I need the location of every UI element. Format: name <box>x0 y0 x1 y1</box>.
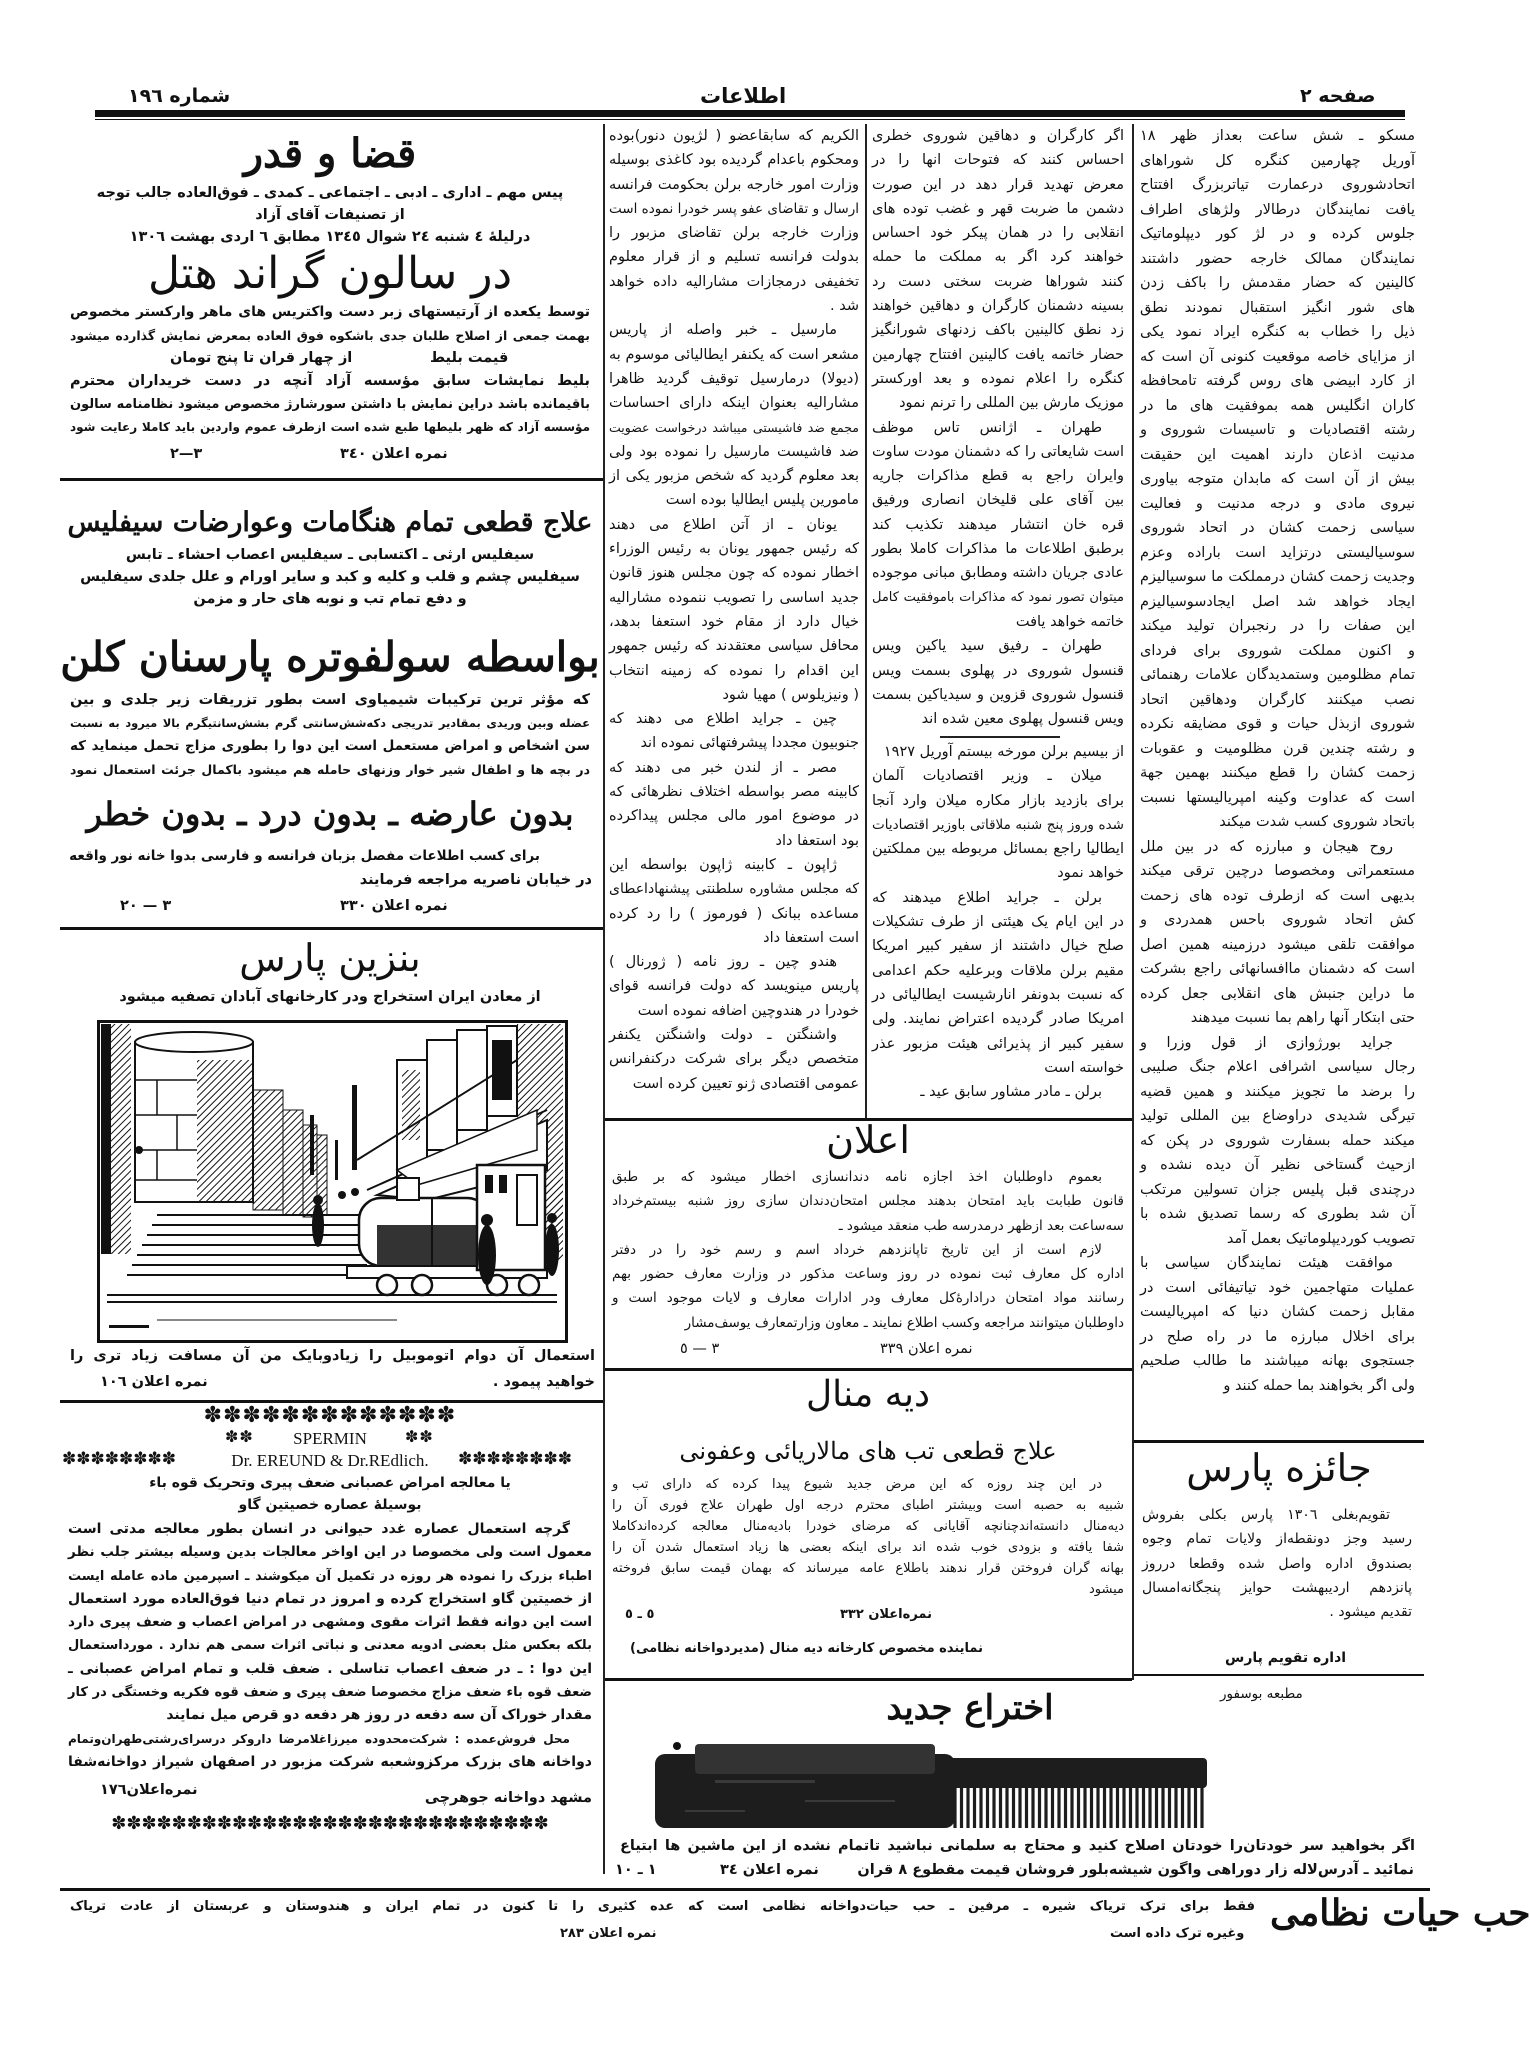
text-line: مقدار خوراک آن سه دفعه در روز هر دفعه دو قرص میل نمایند <box>166 1707 592 1724</box>
text-line: یونان ـ از آتن اطلاع می دهند <box>609 516 837 533</box>
text-line: شفا یافته و بزودی خوب شده اند برای اینکه بعضی ها زیاد استعمال شدن آن را <box>612 1540 1124 1555</box>
text-line: مسکو ـ شش ساعت بعداز ظهر ۱۸ <box>1140 128 1415 144</box>
text-line: کاران انگلیس همه بموفقیت های ما در <box>1140 397 1415 414</box>
text-line: مامورین پلیس ایطالیا بوده است <box>665 492 859 509</box>
text-line: مجمع ضد فاشیستی میباشد درخواست عضویت <box>609 419 859 435</box>
text-line: دواخانه های بزرک مرکزوشعبه شرکت مزبور در اصفهان شیراز دواخانه‌شفا <box>68 1753 592 1770</box>
text-line: بعموم داوطلبان اخذ اجازه نامه دندانسازی اخطار میشود که بر طبق <box>612 1169 1102 1185</box>
text-line: رسید وجز دونقطه‌از ولایات تمام وجوه <box>1142 1531 1412 1548</box>
text-line: مشارالیه بعنوان اینکه دارای احساسات <box>609 395 859 412</box>
text-line: نصب میکنند کارگران ودهاقین اتحاد <box>1140 691 1415 708</box>
text-line: صلح خیال داشتند از سفیر کبیر امریکا <box>872 938 1124 955</box>
text-line: متخصص دیگر برای شرکت درکنفرانس <box>609 1051 859 1068</box>
ad-number: نمره اعلان ۳٤ <box>720 1862 819 1878</box>
text-line: است این دوانه فقط اثرات مقوی ومشهی در امراض اعصاب و ضعف پیری دارد <box>68 1614 592 1631</box>
section-rule <box>1134 1440 1424 1443</box>
text-line: بیش از آن است که مابدان متوجه بیاوری <box>1140 471 1415 487</box>
text-line: ومحکوم باعدام گردیده بود کاغذی بوسیله <box>609 152 859 169</box>
text-line: مصر ـ از لندن خبر می دهند که <box>609 759 837 776</box>
text-line: کالینین که حضار مقدمش را باکف زدن <box>1140 275 1415 291</box>
text-line: موافقت تلقی میشود درزمینه همین اصل <box>1140 936 1415 953</box>
ad-number: نمره‌اعلان‌۱۷٦ <box>100 1782 198 1798</box>
text-line: رشته اقتصادیات و تاسیسات شوروی و <box>1140 422 1415 438</box>
text-line: نمایندگان ممالک خارجه حضور داشتند <box>1140 250 1415 267</box>
text-line: اخطار نموده که چون مجلس هنوز قانون <box>609 565 859 582</box>
text-line: بین آقای علی قلیخان انصاری ورفیق <box>872 492 1124 509</box>
text-line: این اقدام را نموده که زمینه انتخاب <box>609 662 859 679</box>
text-line: محافل سیاسی معتقدند که رئیس جمهور <box>609 638 859 655</box>
text-line: رسانند مواد امتحان درادارهٔ‌کل معارف ودر ادارات معارف و لایات موجود است و <box>612 1290 1124 1307</box>
ad-subtitle: سیفلیس ارثی ـ اکتسابی ـ سیفلیس اعصاب احشاء ـ تابس <box>125 547 535 563</box>
text-line: قنسول شوروی در پهلوی بسمت ویس <box>872 662 1124 679</box>
text-line: باتحاد شوروی کسب شدت میکند <box>1219 814 1415 830</box>
text-line: وایران راجع به قطع مذاکرات جاریه <box>872 468 1124 485</box>
ad-price-value: از چهار قران تا پنج تومان <box>170 350 353 366</box>
text-line: برای اخلال مبارزه ما در راه صلح در <box>1140 1328 1415 1345</box>
text-line: بسینه دشمنان کارگران و دهاقین خواهند <box>872 298 1124 315</box>
text-line: بود استعفا داد <box>775 832 859 849</box>
text-line: خودرا در هندوچین اضافه نموده است <box>637 1002 859 1019</box>
section-rule <box>60 478 603 481</box>
text-line: خیال دارد از مقام خود استعفا بدهد، <box>609 613 859 630</box>
text-line: مشعر است که یکنفر ایطالیائی موسوم به <box>609 346 859 363</box>
ad-subtitle: سیفلیس چشم و قلب و کلیه و کبد و سایر اورام و علل جلدی سیفلیس <box>80 569 580 585</box>
text-line: برای بازدید بازار مکاره میلان وارد آنجا <box>872 792 1124 809</box>
text-line: حضار خاتمه یافت کالینین افتتاح چهارمین <box>872 346 1124 363</box>
text-line: معمول است ولی مخصوصا در این اواخر معالجات بدین وسیله بیشتر جلب نظر <box>68 1544 592 1561</box>
text-line: نیروی مادی و درجه مدنیت و فعالیت <box>1140 495 1415 512</box>
text-line: جلوس کرده و در لژ کور دیپلوماتیک <box>1140 226 1415 242</box>
newspaper-title: اطلاعات <box>700 84 787 108</box>
text-line: عملیات متهاجمین خود تیاتیفائی است در <box>1140 1279 1415 1296</box>
text-line: ارسال و تقاضای عفو پسر خودرا نموده است <box>609 200 859 217</box>
header-rule <box>95 110 1405 117</box>
text-line: در این ایام یک هیئتی از طرف تشکیلات <box>872 914 1124 931</box>
text-line: ویس قنسول پهلوی معین شده اند <box>921 711 1124 728</box>
ad-title: قضا و قدر <box>243 130 417 177</box>
ad-venue: در سالون گراند هتل <box>147 248 513 299</box>
text-line: برطبق اطلاعات ما مذاکرات کاملا بطور <box>872 541 1124 558</box>
refinery-illustration <box>97 1020 568 1343</box>
printer-name: مطبعه بوسفور <box>1220 1686 1303 1702</box>
text-line: دشمن ما ضربت قهر و غضب توده های <box>872 200 1124 217</box>
ad-agent: نماینده مخصوص کارخانه دیه منال (مدیردواخانه نظامی) <box>630 1641 984 1656</box>
text-line: بصندوق اداره واصل شده وقطعا درروز <box>1142 1555 1412 1572</box>
ad-subtitle: و دفع تمام تب و نوبه های حار و مزمن <box>193 591 467 607</box>
ad-body-line: بلیط نمایشات سابق مؤسسه آزاد آنچه در دست خریداران محترم <box>70 373 590 389</box>
ornament-stars: ✽✽✽✽✽✽✽✽ <box>62 1449 176 1469</box>
text-line: در این چند روزه که این مرض جدید شیوع پیدا کرده که دارای تب و <box>612 1477 1102 1492</box>
section-rule <box>1134 1674 1424 1676</box>
text-line: بدولت فرانسه تسلیم و از قرار معلوم <box>609 249 859 266</box>
text-line: لازم است از این تاریخ تاپانزدهم خرداد اسم و رسم خود را در دفتر <box>612 1241 1102 1258</box>
text-line: سه‌ساعت بعد ازظهر درمدرسه طب منعقد میشود ـ <box>838 1217 1124 1234</box>
ad-run: ۳ — ٥ <box>680 1341 720 1357</box>
text-line: وزارت خارجه برلن تقاضای مزبور را <box>609 225 859 242</box>
news-column-b-top <box>872 124 1124 731</box>
text-line: ایجاد خواهد شد اصل ایجادسوسیالیزم <box>1140 593 1415 610</box>
text-line: بلکه بعکس مثل بعضی ادویه معدنی و نباتی اثرات سمی هم ندارد . مورداستعمال <box>68 1638 592 1654</box>
brand-name: SPERMIN <box>293 1429 367 1448</box>
ad-slogan: بدون عارضه ـ بدون درد ـ بدون خطر <box>86 795 574 833</box>
text-line: خواسته است <box>1044 1059 1124 1076</box>
ad-body-line: وغیره ترک داده است <box>1110 1926 1245 1941</box>
text-line: مستعمراتی ومخصوصا درچین ترقی میکند <box>1140 863 1415 879</box>
text-line: مقیم برلن ملاقات وبرعلیه حکم اعدامی <box>872 962 1124 979</box>
notice-title: اعلان <box>826 1118 910 1162</box>
ornament-stars: ✽✽ <box>225 1427 254 1446</box>
comb-image <box>655 1740 1215 1830</box>
text-line: اگر کارگران و دهاقین شوروی خطری <box>872 128 1124 144</box>
ornament-stars: ✽✽ <box>405 1427 434 1446</box>
text-line: است که دشمنان ماافسانهائی راجع بشرکت <box>1140 961 1415 977</box>
column-divider <box>1132 124 1134 1680</box>
text-line: حتی ابتکار آنها راهم بما نسبت میدهند <box>1190 1010 1415 1026</box>
ad-body-line: توسط یکعده از آرتیستهای زبر دست واکتریس های ماهر وارکستر مخصوص <box>70 304 590 320</box>
ad-subtitle: بوسیلهٔ عصاره خصیتین گاو <box>238 1497 422 1513</box>
text-line: درچندی قبل پلیس جزان تسولین مرتکب <box>1140 1181 1415 1198</box>
text-line: مارسیل ـ خبر واصله از پاریس <box>609 322 837 339</box>
text-line: الکریم که سابقاعضو ( لژیون دنور)بوده <box>609 128 859 144</box>
ad-number: نمره اعلان ۳٤۰ <box>340 446 448 462</box>
ad-body-line: فقط برای ترک تریاک شیره ـ مرفین ـ حب حیات‌دواخانه نظامی است که عده کثیری را تا کنون در تمام ایران و هندوستان و عربستان از عادت تریاک <box>70 1899 1255 1914</box>
text-line: گرچه استعمال عصاره غدد حیوانی در انسان بطور معالجه مدتی است <box>68 1521 570 1537</box>
text-line: احساس کنند که فتوحات انها را در <box>872 152 1124 169</box>
text-line: رجال سیاسی اشرافی اعلام جنگ صلیبی <box>1140 1059 1415 1075</box>
text-line: اتحادشوروی درعمارت تیاتربزرگ افتتاح <box>1140 177 1415 193</box>
text-line: تقویم‌بغلی ۱۳۰٦ پارس بکلی بفروش <box>1142 1507 1390 1523</box>
text-line: آوریل چهارمین کنگره کل شوراهای <box>1140 152 1415 169</box>
text-line: تقدیم میشود . <box>1329 1604 1412 1621</box>
ad-date: درلیلهٔ ٤ شنبه ٢٤ شوال ١٣٤٥ مطابق ٦ اردی بهشت ١٣٠٦ <box>129 229 531 245</box>
ornament-star-row: ✽✽✽✽✽✽✽✽✽✽✽✽✽ <box>203 1403 457 1428</box>
text-line: برلن ـ مادر مشاور سابق عید ـ <box>920 1084 1102 1101</box>
text-line: ذیل را خطاب به کنگره ایراد نمود یکی <box>1140 324 1415 340</box>
text-line: بعد معلوم گردید که شخص مزبور یکی از <box>609 468 859 485</box>
text-line: ازحیث گستاخی نظیر آن دیده نشده و <box>1140 1157 1415 1173</box>
ad-signature: اداره تقویم پارس <box>1225 1650 1347 1666</box>
text-line: است استعفا داد <box>763 929 859 946</box>
text-line: اداره کل معارف ثبت نموده در روز وساعت مذکور در وزارت معارف حضور بهم <box>612 1266 1124 1283</box>
text-line: موافقت هیئت نمایندگان سیاسی با <box>1140 1255 1393 1271</box>
text-line: سیاسی زحمت کشان در اتحاد شوروی <box>1140 520 1415 536</box>
ad-subtitle: علاج قطعی تب های مالاریائی وعفونی <box>679 1437 1057 1465</box>
text-line: ضد فاشیست مارسیل را نموده بود ولی <box>609 443 859 460</box>
ad-author: از تصنیفات آقای آزاد <box>255 207 405 223</box>
ad-number: نمره‌اعلان ۳۳۲ <box>840 1607 932 1622</box>
text-line: این دوا : ـ در ضعف اعصاب تناسلی . ضعف قلب و تمام امراض عصبانی ـ <box>68 1660 592 1677</box>
text-line: از بیسیم برلن مورخه بیستم آوریل ۱۹۲۷ <box>883 744 1124 760</box>
text-line: سوسیالیستی درتزاید است باراده وعزم <box>1140 544 1415 561</box>
ad-caption: استعمال آن دوام اتوموبیل را زیادوبایک من آن مسافت زیاد تری را <box>70 1348 595 1364</box>
text-line: جراید بورژوازی از قول وزرا و <box>1140 1034 1393 1051</box>
ad-body-line: باقیمانده باشد دراین نمایش با داشتن سورشارژ مخصوص میشود نظامنامه سالون <box>70 397 590 412</box>
text-line: بدیهی است که ازطرف توده های زحمت <box>1140 887 1415 904</box>
ad-body-line: اگر بخواهید سر خودتان‌را خودتان اصلاح کنید و محتاج به سلمانی نباشید تاتمام نشده از این ماشین ها ابتیاع <box>620 1838 1415 1854</box>
ad-body-line: عضله وبین وریدی بمقادیر تدریجی دکه‌شش‌سانتی گرم بشش‌سانتیگرم بالا میرود به نسبت <box>70 716 590 730</box>
text-line: ( ونیزیلوس ) مهیا شود <box>722 686 859 703</box>
text-line: (دیولا) درمارسیل توقیف گردید ظاهرا <box>609 370 859 387</box>
text-line: و رشته چندین قرن مظلومیت و عقوبات <box>1140 740 1415 757</box>
footer-rule <box>60 1888 1430 1891</box>
text-line: و اکنون مملکت شوروی برای فردای <box>1140 642 1415 659</box>
text-line: میلان ـ وزیر اقتصادیات آلمان <box>872 768 1102 785</box>
text-line: طهران ـ رفیق سید یاکین ویس <box>872 638 1102 655</box>
ad-body-line: مؤسسه آزاد که ظهر بلیطها طبع شده است ازطرف عموم واردین باید کاملا رعایت شود <box>70 420 590 434</box>
text-line: ما دراین جنبش های انقلابی جعل کرده <box>1140 985 1415 1002</box>
ad-body <box>612 1474 1124 1600</box>
text-line: ژاپون ـ کابینه ژاپون بواسطه این <box>609 856 837 873</box>
text-line: برلن ـ جراید اطلاع میدهند که <box>872 889 1102 906</box>
text-line: طهران ـ اژانس تاس موظف <box>872 419 1102 436</box>
ad-run: ۱ ـ ۱۰ <box>615 1862 657 1878</box>
news-column-a <box>609 124 859 1096</box>
ad-headline: بواسطه سولفوتره پارسنان کلن <box>60 633 600 681</box>
text-line: انقلابی را در همان پیکر خود احساس <box>872 225 1124 242</box>
text-line: داوطلبان میتوانند مراجعه وکسب اطلاع نمایند ـ معاون وزارتمعارف یوسف‌مشار <box>684 1314 1124 1331</box>
text-line: که مجلس مشاوره سلطنتی پیشنهاداعطای <box>609 881 859 898</box>
section-rule <box>605 1368 1132 1371</box>
header-rule-thin <box>95 119 1405 120</box>
ad-body-line: در بچه ها و اطفال شیر خوار وزنهای حامله هم میشود باکمال جرئت استعمال نمود <box>70 762 590 777</box>
ad-body-line: بهمت جمعی از اصلاح طلبان جدی باشکوه فوق العاده بمعرض نمایش گذارده میشود <box>70 328 590 343</box>
text-line: جنوبیون مجددا پیشرفتهائی نموده اند <box>640 735 859 752</box>
text-line: میتوان تصور نمود که مذاکرات باموفقیت کامل <box>872 589 1124 605</box>
column-separator <box>940 736 1060 738</box>
text-line: عمومی اقتصادی ژنو تعیین کرده است <box>632 1075 859 1092</box>
ad-run: ٥ ـ ٥ <box>625 1607 655 1622</box>
text-line: پاریس مینویسد که دولت فرانسه قوای <box>609 978 859 995</box>
text-line: مساعده ببانک ( فورموز ) را رد کرده <box>609 905 859 922</box>
news-column-b-bottom <box>872 740 1124 1104</box>
text-line: خواهد نمود <box>1057 865 1124 882</box>
text-line: تمام مظلومین وستمدیدگان علامات رهنمائی <box>1140 667 1415 683</box>
text-line: کش اتحاد شوروی باحس همدردی و <box>1140 912 1415 928</box>
ad-caption: خواهید پیمود . <box>492 1374 595 1390</box>
ad-title: حب حیات نظامی <box>1270 1892 1530 1934</box>
notice-body <box>612 1165 1124 1335</box>
ornament-stars: ✽✽✽✽✽✽✽✽ <box>458 1449 572 1469</box>
text-line: قانون طبابت باید امتحان بدهند مجلس امتحان‌دندان سازی روز شنبه بیستم‌خرداد <box>612 1193 1124 1210</box>
ad-title: علاج قطعی تمام هنگامات وعوارضات سیفلیس <box>67 507 593 538</box>
text-line: روح هیجان و مبارزه که در بین ملل <box>1140 838 1393 855</box>
text-line: قنسول شوروی قزوین و سیدیاکین بسمت <box>872 686 1124 703</box>
text-line: امریکا صادر گردیده اعتراض نمایند. ولی <box>872 1011 1124 1028</box>
text-line: کنگره را اعلام نموده و بعد اورکستر <box>872 370 1124 387</box>
issue-number: شماره ۱۹٦ <box>128 85 231 107</box>
news-column-c <box>1140 124 1415 1398</box>
text-line: میشود <box>1089 1582 1124 1597</box>
text-line: که نسبت بدونفر انارشیست ایطالیائی در <box>872 986 1124 1003</box>
ad-subtitle: از معادن ایران استخراج ودر کارخانهای آبادان تصفیه میشود <box>119 989 541 1005</box>
text-line: میکند حمله بسفارت شوروی در پکن که <box>1140 1132 1415 1149</box>
text-line: از خصیتین گاو استخراج کرده و امروز در تمام دنیا فوق‌العاده مورد استعمال <box>68 1590 592 1607</box>
ad-run: ۳ — ۲۰ <box>120 898 172 914</box>
ad-number: نمره اعلان ۲۸۳ <box>560 1926 657 1941</box>
text-line: است که عداوت وکینه امپریالیستها نسبت <box>1140 789 1415 806</box>
ad-body-line: که مؤثر ترین ترکیبات شیمیاوی است بطور تزریقات زیر جلدی و بین <box>70 692 590 708</box>
ad-body-line: برای کسب اطلاعات مفصل بزبان فرانسه و فارسی بدوا خانه نور واقعه <box>69 848 540 864</box>
text-line: هندو چین ـ روز نامه ( ژورنال ) <box>609 954 837 971</box>
ad-body-line: نمائید ـ آدرس‌لاله زار دوراهی واگون شیشه‌بلور فروشان قیمت مقطوع ۸ قران <box>857 1862 1414 1878</box>
text-line: مقابل زحمت کشان دنیا که امپریالیست <box>1140 1304 1415 1320</box>
text-line: در موضوع امور مالی مجلس پیداکرده <box>609 808 859 825</box>
ad-body <box>68 1518 592 1774</box>
ad-number: نمره اعلان ۳۳۹ <box>880 1341 973 1357</box>
text-line: واشنگتن ـ دولت واشنگتن یکنفر <box>609 1026 837 1043</box>
text-line: زحمت کشان را قطع میکنند بهمین جهة <box>1140 765 1415 781</box>
ad-run: ۳—۲ <box>170 446 203 462</box>
ad-subtitle: یا معالجه امراض عصبانی ضعف پیری وتحریک قوه باء <box>149 1475 511 1491</box>
text-line: شبیه به حصبه است وبیشتر اطبای محترم درجه اول طهران علاج فوری آن را <box>612 1498 1124 1513</box>
text-line: محل فروش‌عمده : شرکت‌محدوده میرزاغلامرضا داروکر درسرای‌رشتی‌طهران‌وتمام <box>68 1731 570 1746</box>
ad-title: دیه منال <box>805 1374 931 1415</box>
section-rule <box>605 1678 1132 1681</box>
ad-body-line: مشهد دواخانه جوهرچی <box>424 1790 592 1806</box>
text-line: جدید اساسی را تصویب ننموده مشارالیه <box>609 589 859 606</box>
ad-price-label: قیمت بلیط <box>430 350 509 366</box>
text-line: دیه‌منال دانسته‌اندچنانچه آقایانی که مرضای خودرا بادیه‌منال معالجه کرده‌اندکاملا <box>612 1519 1124 1534</box>
text-line: وجدیت زحمت کشان درمملکت ما سوسیالیزم <box>1140 569 1415 585</box>
text-line: از کارد ابیضی های روس گرفته تامحافظه <box>1140 373 1415 389</box>
ad-title: اختراع جدید <box>886 1688 1054 1728</box>
text-line: عادی جریان داشته ومطابق مبانی موجوده <box>872 565 1124 582</box>
text-line: خواهند کرد اگر به مملکت ما حمله <box>872 249 1124 266</box>
text-line: خاتمه خواهد یافت <box>1015 613 1124 630</box>
text-line: موزیک مارش بین المللی را ترنم نمود <box>899 395 1124 412</box>
text-line: کابینه مصر بواسطه اختلاف نظرهائی که <box>609 784 859 801</box>
text-line: جستجوی بهانه میباشند ما طالب صلحیم <box>1140 1353 1415 1369</box>
text-line: معرض تهدید قرار دهد در این صورت <box>872 176 1124 193</box>
column-divider <box>865 124 867 1118</box>
text-line: شد . <box>830 298 859 315</box>
text-line: که رئیس جمهور یونان به رئیس الوزراء <box>609 541 859 558</box>
column-divider <box>603 124 605 1874</box>
ad-body-line: در خیابان ناصریه مراجعه فرمایند <box>359 872 592 888</box>
ad-body-line: سن اشخاص و امراض مستعمل است این دوا را بطوری مزاج تحمل مینماید که <box>70 738 590 754</box>
text-line: است شایعاتی را که دشمنان مودت ساوت <box>872 443 1124 460</box>
text-line: تیرگی شدیدی دراوضاع بین المللی تولید <box>1140 1108 1415 1124</box>
text-line: تخفیفی درمجازات مشارالیه داده خواهد <box>609 273 859 290</box>
text-line: شده وروز پنج شنبه ملاقاتی باوزیر اقتصادیات <box>872 816 1124 833</box>
text-line: پانزدهم اردیبهشت حوایز پنجگانه‌امسال <box>1142 1579 1412 1596</box>
text-line: مدنیت اذعان دارند اهمیت این حقیقت <box>1140 446 1415 463</box>
text-line: ایطالیا راجع بمسائل مربوطه بین مملکتین <box>872 841 1124 858</box>
text-line: وزارت امور خارجه برلن بحکومت فرانسه <box>609 176 859 193</box>
ornament-star-row: ✽✽✽✽✽✽✽✽✽✽✽✽✽✽✽✽✽✽✽✽✽✽✽✽✽✽✽✽✽ <box>111 1813 549 1834</box>
ad-number: نمره اعلان ۳۳۰ <box>340 898 448 914</box>
text-line: های شور انگیز استقبال نمودند نطق <box>1140 299 1415 316</box>
text-line: بهانه گران فروختن قرار ندهند باطلاع عامه میرساند که بهمان قیمت سابق فروخته <box>612 1561 1124 1576</box>
manufacturer-names: Dr. EREUND & Dr.REdlich. <box>231 1451 429 1470</box>
text-line: تصویب کوردیپلوماتیک بعمل آمد <box>1226 1230 1415 1247</box>
ad-body <box>1142 1503 1412 1624</box>
text-line: شوروی ازبذل حیات و قوی مضایقه نکرده <box>1140 716 1415 732</box>
text-line: ضعف قوه باء ضعف مزاج مخصوصا ضعف پیری و ضعف قوه فکریه وخستگی در کار <box>68 1685 592 1701</box>
text-line: این صفات را در رنجبران تولید میکند <box>1140 618 1415 634</box>
text-line: زد نطق کالینین باکف زدنهای شورانگیز <box>872 322 1124 339</box>
text-line: سفیر کبیر از پذیرائی هیئت مزبور عذر <box>872 1035 1124 1052</box>
text-line: کنند شوراها ضربت سختی دست رد <box>872 273 1124 290</box>
text-line: آن شد بطوری که رسما تصدیق شده با <box>1140 1206 1415 1222</box>
ad-number: نمره اعلان ۱۰٦ <box>100 1374 208 1390</box>
page-number: صفحه ۲ <box>1300 85 1376 107</box>
ad-subtitle: پیس مهم ـ اداری ـ ادبی ـ اجتماعی ـ کمدی ـ فوق‌العاده جالب توجه <box>96 185 564 201</box>
section-rule <box>60 927 603 930</box>
text-line: ولی اگر بخواهند بما حمله کنند و <box>1223 1377 1415 1394</box>
text-line: یافت نمایندگان درطالار ولژهای اطراف <box>1140 201 1415 218</box>
ad-title: جائزه پارس <box>1186 1446 1372 1490</box>
text-line: قره خان انتشار میدهند تکذیب کند <box>872 516 1124 533</box>
text-line: را برضد ما تجویز میکنند و همین قضیه <box>1140 1083 1415 1100</box>
text-line: چین ـ جراید اطلاع می دهند که <box>609 711 837 728</box>
ad-title: بنزین پارس <box>239 936 421 980</box>
text-line: اطباء بزرک را نموده هر روزه در تکمیل آن میکوشند ـ اسپرمین ماده عامله ایست <box>68 1568 592 1584</box>
text-line: از مزایای خاصه موقعیت کنونی آن است که <box>1140 348 1415 365</box>
